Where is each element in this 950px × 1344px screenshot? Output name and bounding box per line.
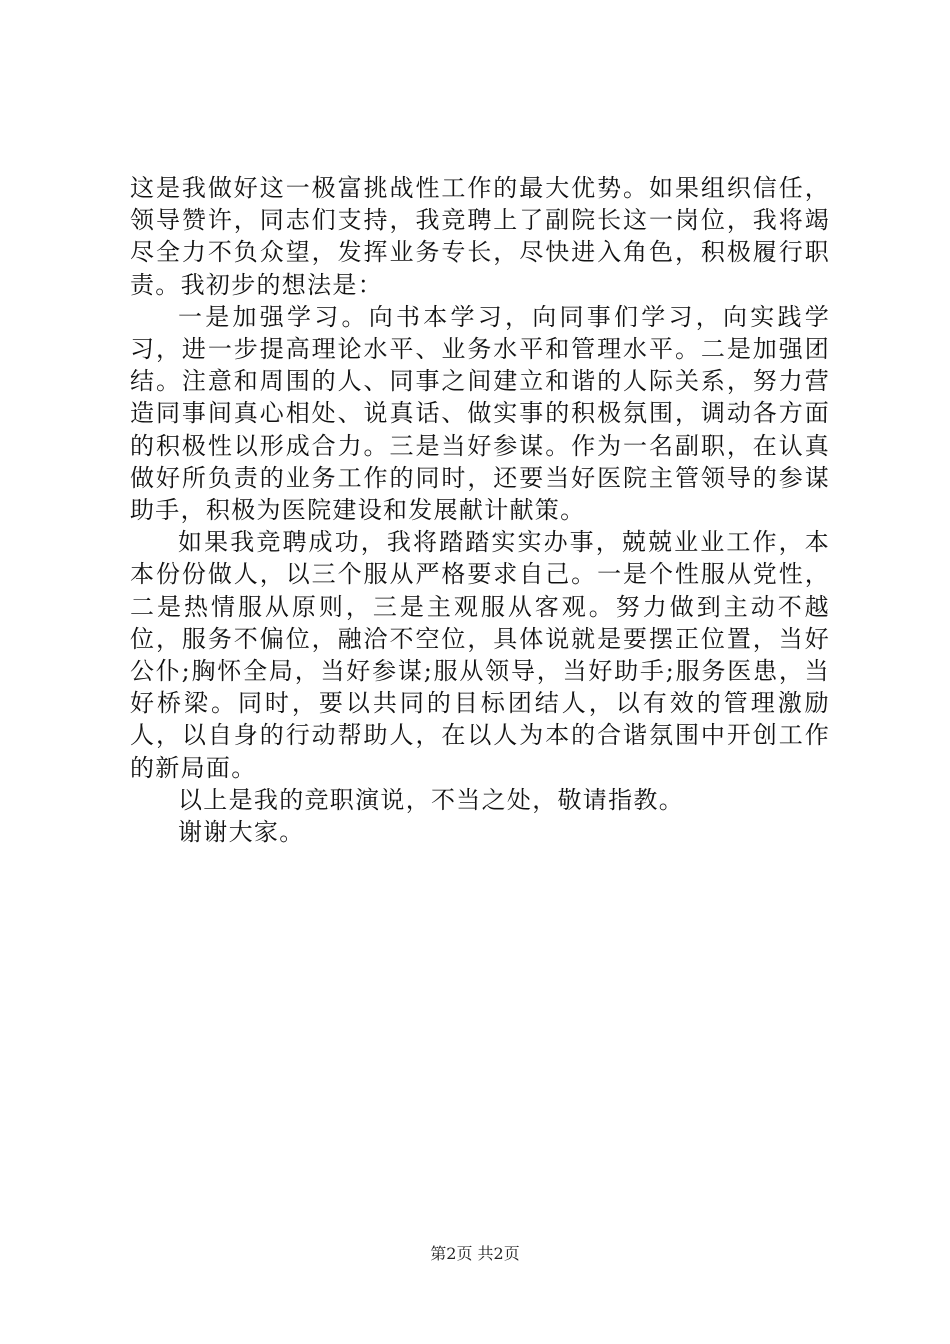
- page-footer: 第2页 共2页: [430, 1244, 520, 1263]
- paragraph-commitment: 如果我竞聘成功，我将踏踏实实办事，兢兢业业工作，本本份份做人，以三个服从严格要求自己。一是个性服从党性，二是热情服从原则，三是主观服从客观。努力做到主动不越位，服务不偏位，融洽不空位，具体说就是要摆正位置，当好公仆;胸怀全局，当好参谋;服从领导，当好助手;服务医患，当好桥梁。同时，要以共同的目标团结人，以有效的管理激励人，以自身的行动帮助人，在以人为本的合谐氛围中开创工作的新局面。: [130, 528, 830, 782]
- document-body: [130, 172, 830, 848]
- paragraph-continuation: 这是我做好这一极富挑战性工作的最大优势。如果组织信任，领导赞许，同志们支持，我竞聘上了副院长这一岗位，我将竭尽全力不负众望，发挥业务专长，尽快进入角色，积极履行职责。我初步的想法是：: [130, 174, 830, 299]
- paragraph-closing: 以上是我的竞职演说，不当之处，敬请指教。: [178, 785, 684, 814]
- paragraph-study-unity-advice: 一是加强学习。向书本学习，向同事们学习，向实践学习，进一步提高理论水平、业务水平和管理水平。二是加强团结。注意和周围的人、同事之间建立和谐的人际关系，努力营造同事间真心相处、说真话、做实事的积极氛围，调动各方面的积极性以形成合力。三是当好参谋。作为一名副职，在认真做好所负责的业务工作的同时，还要当好医院主管领导的参谋助手，积极为医院建设和发展献计献策。: [130, 302, 830, 525]
- paragraph-thanks: 谢谢大家。: [178, 818, 305, 847]
